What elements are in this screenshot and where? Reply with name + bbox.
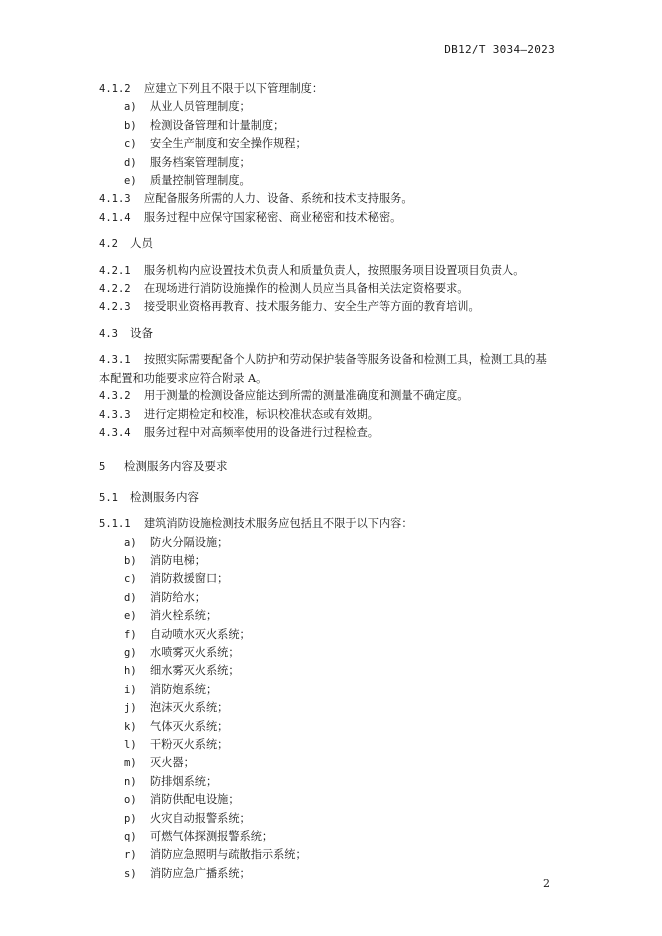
list-item: [99, 644, 565, 662]
clause-paragraph: [99, 351, 565, 369]
section-number: 4.1.3: [99, 193, 131, 206]
list-item: [99, 98, 565, 116]
section-heading: [99, 458, 565, 476]
list-item-marker: b): [124, 119, 137, 132]
list-item-text: 服务档案管理制度；: [150, 155, 251, 169]
list-item-text: 安全生产制度和安全操作规程；: [150, 137, 307, 151]
clause-text: 建筑消防设施检测技术服务应包括且不限于以下内容：: [144, 517, 413, 531]
list-item-marker: a): [124, 536, 137, 549]
list-item: [99, 699, 565, 717]
list-item: [99, 154, 565, 172]
list-item-marker: a): [124, 101, 137, 114]
list-item-marker: d): [124, 156, 137, 169]
list-item-marker: p): [124, 812, 137, 825]
section-heading: [99, 235, 565, 253]
list-item: [99, 607, 565, 625]
list-item: [99, 754, 565, 772]
heading-text: 检测服务内容及要求: [124, 459, 228, 474]
list-item: [99, 135, 565, 153]
list-item-text: 消防应急广播系统；: [150, 866, 251, 880]
list-item-marker: e): [124, 610, 137, 623]
section-number: 4.3.1: [99, 354, 131, 367]
list-item-text: 消防电梯；: [150, 553, 206, 567]
list-item: [99, 570, 565, 588]
list-item: [99, 791, 565, 809]
clause-paragraph: [99, 298, 565, 316]
list-item-text: 防火分隔设施；: [150, 535, 229, 549]
list-item: [99, 534, 565, 552]
clause-text: 应建立下列且不限于以下管理制度：: [144, 82, 324, 95]
list-item-text: 消防应急照明与疏散指示系统；: [150, 848, 307, 862]
list-item-marker: g): [124, 646, 137, 659]
section-number: 4.1.4: [99, 211, 131, 224]
list-item: [99, 552, 565, 570]
list-item: [99, 736, 565, 754]
list-item-text: 火灾自动报警系统；: [150, 811, 251, 825]
clause-text: 用于测量的检测设备应能达到所需的测量准确度和测量不确定度。: [144, 389, 469, 403]
list-item-text: 自动喷水灭火系统；: [150, 627, 251, 641]
list-item-marker: h): [124, 665, 137, 678]
clause-text: 服务机构内应设置技术负责人和质量负责人，按照服务项目设置项目负责人。: [144, 263, 525, 277]
clause-text: 接受职业资格再教育、技术服务能力、安全生产等方面的教育培训。: [144, 300, 480, 314]
clause-text: 应配备服务所需的人力、设备、系统和技术支持服务。: [144, 192, 413, 206]
section-number: 4.3.4: [99, 426, 131, 439]
list-item: [99, 773, 565, 791]
list-item-text: 灭火器；: [150, 756, 195, 770]
list-item-marker: m): [124, 757, 137, 770]
clause-paragraph: [99, 262, 565, 280]
list-item-marker: q): [124, 831, 137, 844]
list-item-text: 细水雾灭火系统；: [150, 664, 240, 678]
clause-paragraph: [99, 280, 565, 298]
section-number: 4.3: [99, 327, 118, 340]
clause-text: 进行定期检定和校准，标识校准状态或有效期。: [144, 407, 379, 421]
section-number: 5: [99, 461, 106, 474]
list-item-text: 消防救援窗口；: [150, 572, 229, 586]
list-item-marker: j): [124, 702, 137, 715]
list-item-text: 从业人员管理制度；: [150, 100, 251, 114]
section-number: 4.2.3: [99, 301, 131, 314]
list-item: [99, 846, 565, 864]
list-item: [99, 662, 565, 680]
list-item-marker: c): [124, 573, 137, 586]
section-heading: [99, 489, 565, 507]
list-item-marker: r): [124, 849, 137, 862]
clause-text: 服务过程中应保守国家秘密、商业秘密和技术秘密。: [144, 210, 402, 224]
clause-paragraph: [99, 190, 565, 208]
list-item-text: 泡沫灭火系统；: [150, 701, 229, 715]
heading-text: 人员: [130, 236, 153, 251]
list-item-text: 干粉灭火系统；: [150, 738, 229, 751]
list-item-marker: n): [124, 775, 137, 788]
section-number: 4.2.2: [99, 283, 131, 296]
clause-paragraph: [99, 80, 565, 98]
list-item-marker: s): [124, 867, 137, 880]
list-item-text: 消防炮系统；: [150, 682, 218, 696]
section-heading: [99, 325, 565, 343]
section-number: 4.2: [99, 238, 118, 251]
list-item-marker: k): [124, 720, 137, 733]
list-item: [99, 681, 565, 699]
clause-paragraph: [99, 209, 565, 227]
list-item-marker: c): [124, 138, 137, 151]
list-item-marker: f): [124, 628, 137, 641]
heading-text: 检测服务内容: [130, 489, 199, 504]
section-number: 5.1: [99, 491, 118, 504]
document-body: [99, 80, 565, 883]
list-item-text: 消防供配电设施；: [150, 793, 240, 807]
list-item-text: 质量控制管理制度。: [150, 174, 251, 188]
clause-text: 服务过程中对高频率使用的设备进行过程检查。: [144, 425, 379, 439]
clause-text: 按照实际需要配备个人防护和劳动保护装备等服务设备和检测工具，检测工具的基: [144, 353, 547, 367]
clause-continuation: 本配置和功能要求应符合附录 A。: [99, 371, 268, 385]
list-item-text: 防排烟系统；: [150, 774, 218, 788]
list-item: [99, 589, 565, 607]
list-item-marker: i): [124, 683, 137, 696]
list-item: [99, 172, 565, 190]
section-number: 4.3.2: [99, 390, 131, 403]
list-item: [99, 865, 565, 883]
list-item: [99, 718, 565, 736]
list-item-marker: d): [124, 591, 137, 604]
list-item-marker: b): [124, 554, 137, 567]
list-item: [99, 810, 565, 828]
list-item-text: 消火栓系统；: [150, 609, 218, 623]
list-item-marker: l): [124, 739, 137, 751]
clause-paragraph: [99, 387, 565, 405]
list-item-text: 气体灭火系统；: [150, 719, 229, 733]
clause-text: 在现场进行消防设施操作的检测人员应当具备相关法定资格要求。: [144, 282, 469, 296]
list-item: [99, 626, 565, 644]
list-item-marker: e): [124, 175, 137, 188]
page-number: 2: [543, 877, 550, 890]
heading-text: 设备: [130, 325, 153, 340]
section-number: 5.1.1: [99, 518, 131, 531]
list-item-text: 可燃气体探测报警系统；: [150, 830, 274, 844]
list-item-text: 水喷雾灭火系统；: [150, 645, 240, 659]
list-item: [99, 828, 565, 846]
clause-paragraph: [99, 406, 565, 424]
clause-paragraph: [99, 424, 565, 442]
clause-paragraph: [99, 515, 565, 533]
section-number: 4.1.2: [99, 83, 131, 95]
section-number: 4.3.3: [99, 408, 131, 421]
list-item-marker: o): [124, 794, 137, 807]
list-item-text: 消防给水；: [150, 590, 206, 604]
list-item: [99, 117, 565, 135]
list-item-text: 检测设备管理和计量制度；: [150, 118, 285, 132]
document-id-header: DB12/T 3034—2023: [444, 43, 555, 56]
section-number: 4.2.1: [99, 264, 131, 277]
